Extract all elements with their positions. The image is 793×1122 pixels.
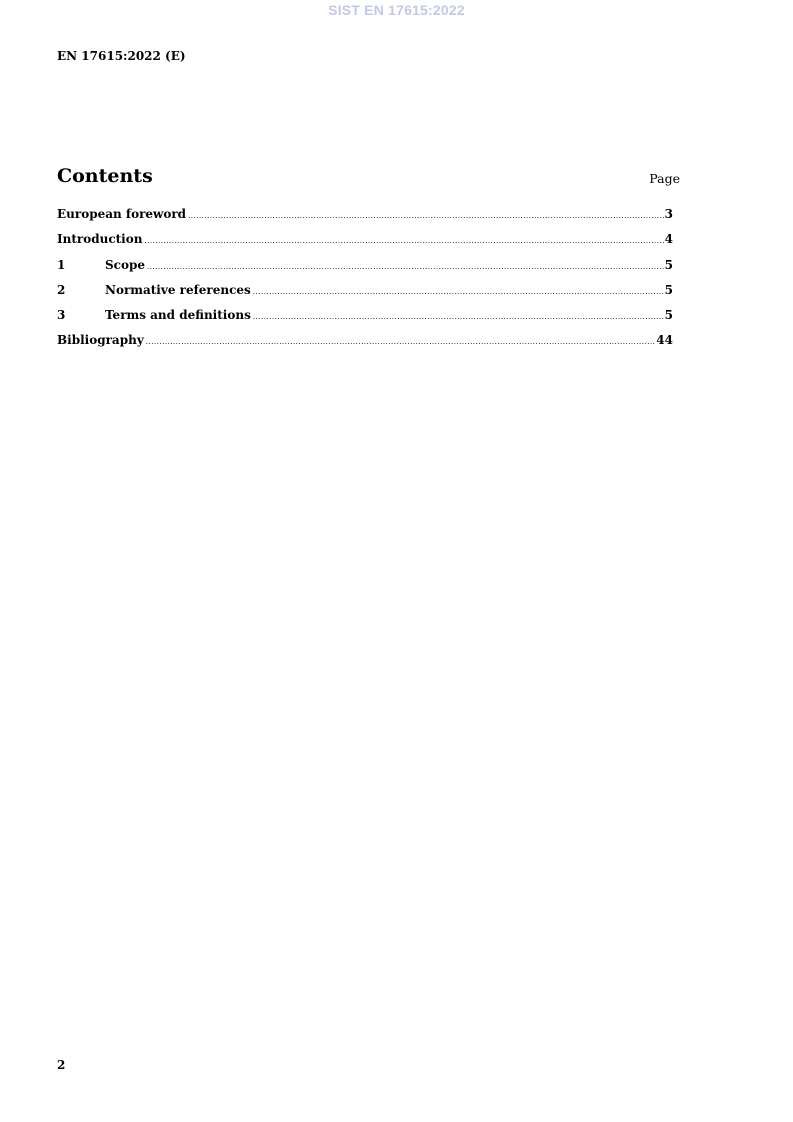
toc-entry-title: Terms and definitions bbox=[105, 308, 251, 323]
page-number: 2 bbox=[57, 1058, 66, 1072]
toc-entry-page: 5 bbox=[664, 308, 673, 323]
toc-entry-page: 3 bbox=[664, 207, 673, 221]
toc-entry-page: 4 bbox=[664, 232, 673, 247]
toc-entry-terms-and-definitions[interactable] bbox=[57, 308, 673, 333]
contents-heading-row bbox=[57, 163, 680, 189]
toc-leader-dots bbox=[147, 263, 664, 271]
toc-entry-title: European foreword bbox=[57, 207, 187, 221]
toc-entry-bibliography[interactable] bbox=[57, 333, 673, 358]
toc-entry-introduction[interactable] bbox=[57, 232, 673, 257]
toc-leader-dots bbox=[188, 212, 664, 220]
toc-leader-dots bbox=[253, 288, 664, 296]
toc-entry-title: Normative references bbox=[105, 282, 251, 297]
toc-entry-page: 5 bbox=[664, 282, 673, 297]
toc-entry-page: 5 bbox=[664, 257, 673, 272]
toc-entry-page: 44 bbox=[656, 333, 673, 348]
document-id-header: EN 17615:2022 (E) bbox=[57, 49, 186, 63]
table-of-contents bbox=[57, 207, 673, 359]
toc-entry-foreword[interactable] bbox=[57, 207, 673, 232]
contents-title: Contents bbox=[57, 165, 153, 187]
toc-leader-dots bbox=[144, 237, 663, 245]
toc-entry-scope[interactable] bbox=[57, 258, 673, 283]
toc-entry-number: 2 bbox=[57, 282, 66, 297]
watermark: SIST EN 17615:2022 bbox=[328, 2, 465, 18]
toc-leader-dots bbox=[253, 313, 664, 321]
toc-entry-number: 1 bbox=[57, 257, 66, 272]
toc-entry-title: Introduction bbox=[57, 232, 143, 247]
toc-entry-title: Scope bbox=[105, 257, 146, 272]
toc-entry-title: Bibliography bbox=[57, 333, 144, 348]
toc-leader-dots bbox=[146, 338, 656, 346]
toc-entry-number: 3 bbox=[57, 308, 66, 323]
toc-entry-normative-references[interactable] bbox=[57, 283, 673, 308]
page-column-label: Page bbox=[649, 171, 680, 186]
